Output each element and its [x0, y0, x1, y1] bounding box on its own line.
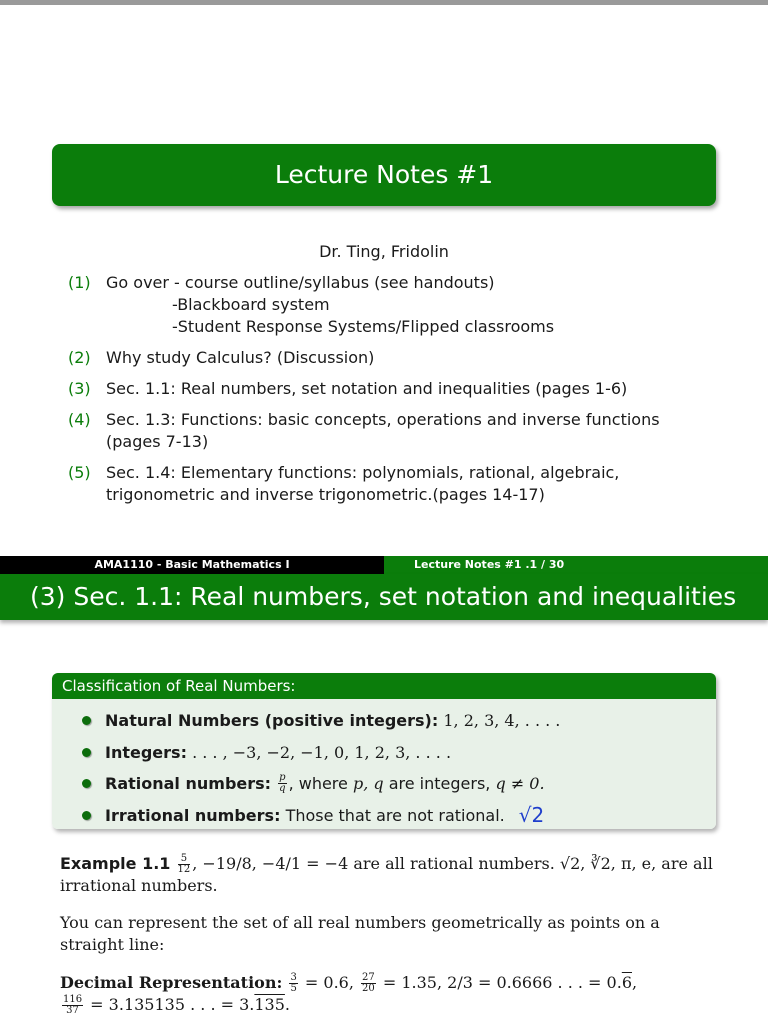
bullet-rational — [82, 768, 716, 800]
decimal-text: = 1.35, 2/3 = 0.6666 . . . = 0. — [377, 973, 622, 992]
block-title: Classification of Real Numbers: — [52, 673, 716, 699]
irrational-text: Those that are not rational. — [285, 805, 505, 825]
rational-label: Rational numbers: — [105, 774, 272, 794]
item-text: Go over - course outline/syllabus (see handouts) — [106, 273, 495, 292]
decimal-fraction-3: $\frac{116}{37}$ — [63, 994, 83, 1016]
example-paragraph — [60, 853, 720, 897]
handwritten-annotation: √2 — [518, 803, 545, 828]
bullet-natural — [82, 705, 716, 737]
lecture-title: Lecture Notes #1 — [52, 144, 716, 206]
outline-item — [68, 462, 708, 506]
body-paragraph: You can represent the set of all real numbers geometrically as points on a straight line: — [60, 913, 660, 954]
item-subline: -Student Response Systems/Flipped classrooms — [172, 317, 555, 336]
item-number: (5) — [68, 463, 91, 482]
slide-footer — [0, 556, 768, 574]
repeating-digits: 6 — [621, 973, 632, 992]
outline-item — [68, 347, 708, 369]
item-text: Sec. 1.1: Real numbers, set notation and inequalities (pages 1-6) — [106, 379, 628, 398]
decimal-fraction-1: $\frac{3}{5}$ — [290, 972, 297, 994]
item-subline: -Blackboard system — [172, 295, 330, 314]
section-title: (3) Sec. 1.1: Real numbers, set notation and inequalities — [0, 574, 768, 620]
item-text: Sec. 1.4: Elementary functions: polynomials, rational, algebraic, trigonometric and inverse trigonometric.(pages 14-17) — [106, 463, 620, 504]
bullet-dot-icon — [82, 811, 91, 820]
bullet-irrational — [82, 800, 716, 830]
item-text: Sec. 1.3: Functions: basic concepts, operations and inverse functions (pages 7-13) — [106, 410, 660, 451]
rational-text: are integers, — [388, 774, 491, 794]
rational-text: , where — [288, 774, 348, 794]
item-number: (1) — [68, 273, 91, 292]
integers-label: Integers: — [105, 742, 187, 762]
integers-value: . . . , −3, −2, −1, 0, 1, 2, 3, . . . . — [192, 742, 452, 762]
block-body — [52, 699, 716, 829]
natural-label: Natural Numbers (positive integers): — [105, 711, 439, 731]
irrational-label: Irrational numbers: — [105, 805, 281, 825]
item-number: (2) — [68, 348, 91, 367]
item-text: Why study Calculus? (Discussion) — [106, 348, 375, 367]
example-text: , −19/8, −4/1 = −4 are all rational numbers. √2, ∛2, π, e, are all irrational numbers. — [60, 854, 713, 895]
rational-fraction: $\frac{p}{q}$ — [279, 772, 286, 795]
outline-list — [68, 272, 708, 515]
footer-course: AMA1110 - Basic Mathematics I — [0, 556, 384, 574]
rational-condition: q ≠ 0. — [495, 774, 545, 794]
repeating-digits: 135 — [254, 995, 285, 1014]
bullet-dot-icon — [82, 779, 91, 788]
decimal-text: , — [632, 973, 638, 992]
decimal-text: = 0.6, — [299, 973, 360, 992]
top-divider — [0, 0, 768, 5]
decimal-text: = 3.135135 . . . = 3. — [85, 995, 255, 1014]
item-number: (4) — [68, 410, 91, 429]
decimal-label: Decimal Representation: — [60, 973, 283, 992]
decimal-text: . — [284, 995, 291, 1014]
classification-block — [52, 673, 716, 829]
decimal-paragraph — [60, 972, 720, 1016]
outline-item — [68, 272, 708, 338]
bullet-dot-icon — [82, 748, 91, 757]
rational-vars: p, q — [352, 774, 384, 794]
author: Dr. Ting, Fridolin — [319, 242, 449, 261]
bullet-integers — [82, 737, 716, 769]
example-fraction: $\frac{5}{12}$ — [177, 853, 191, 875]
example-label: Example 1.1 — [60, 854, 171, 873]
decimal-fraction-2: $\frac{27}{20}$ — [362, 972, 375, 994]
outline-item — [68, 409, 708, 453]
footer-page-info: Lecture Notes #1 .1 / 30 — [384, 556, 768, 574]
item-number: (3) — [68, 379, 91, 398]
outline-item — [68, 378, 708, 400]
bullet-dot-icon — [82, 716, 91, 725]
natural-value: 1, 2, 3, 4, . . . . — [443, 711, 561, 731]
